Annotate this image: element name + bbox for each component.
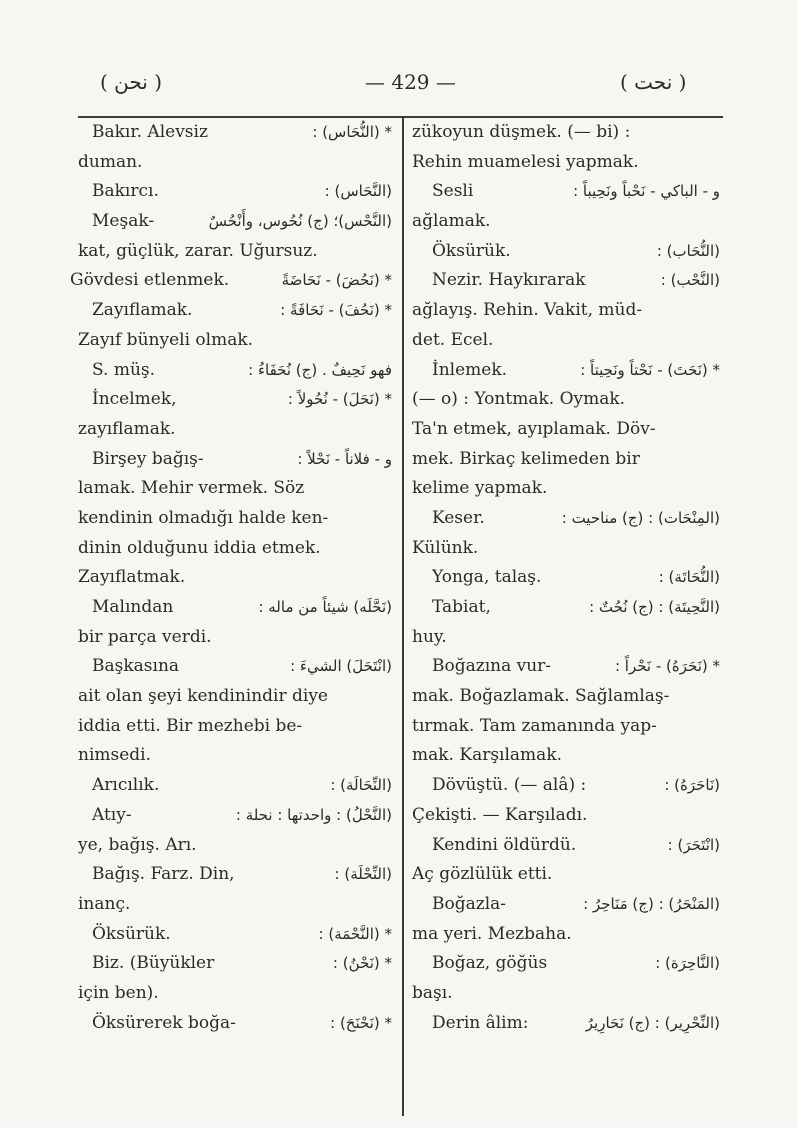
dictionary-line (412, 148, 724, 178)
entry-text: Gövdesi etlenmek. (70, 270, 230, 291)
dictionary-line (78, 860, 396, 890)
dictionary-line (412, 237, 724, 267)
dictionary-line (412, 563, 724, 593)
dictionary-line (412, 623, 724, 653)
header-right-keyword: ( نحت ) (620, 70, 687, 94)
entry-text: Tabiat, (432, 597, 491, 617)
dictionary-line (412, 266, 724, 296)
dictionary-line (412, 118, 724, 148)
entry-text: Boğazla- (432, 893, 507, 914)
dictionary-line (78, 712, 396, 742)
entry-text: Yonga, talaş. (432, 567, 542, 588)
entry-text: nimsedi. (78, 745, 152, 766)
entry-text: mak. Boğazlamak. Sağlamlaş- (412, 686, 670, 707)
entry-text: det. Ecel. (412, 329, 494, 350)
entry-text: İncelmek, (92, 389, 177, 410)
dictionary-line (78, 1009, 396, 1039)
arabic-headword: (النَّاحِرَة) : (655, 954, 720, 973)
dictionary-line (412, 682, 724, 712)
entry-text: İnlemek. (432, 359, 508, 380)
arabic-headword: (النَّحْلُ) : واحدتها : نحلة : (235, 805, 392, 824)
entry-text: Biz. (Büyükler (92, 953, 215, 974)
dictionary-line (412, 385, 724, 415)
entry-text: kendinin olmadığı halde ken- (78, 507, 329, 528)
dictionary-line (78, 118, 396, 148)
entry-text: kelime yapmak. (412, 478, 548, 499)
dictionary-line (412, 860, 724, 890)
entry-text: S. müş. (92, 359, 156, 380)
dictionary-line (78, 682, 396, 712)
dictionary-line (412, 652, 724, 682)
entry-text: için ben). (78, 982, 159, 1003)
dictionary-line (412, 1009, 724, 1039)
entry-text: Bakırcı. (92, 181, 159, 202)
dictionary-line (412, 356, 724, 386)
entry-text: lamak. Mehir vermek. Söz (78, 478, 305, 499)
dictionary-line (78, 890, 396, 920)
dictionary-line (412, 920, 724, 950)
entry-text: bir parça verdi. (78, 626, 212, 647)
entry-text: huy. (412, 626, 447, 647)
dictionary-line (412, 177, 724, 207)
dictionary-line (412, 415, 724, 445)
arabic-headword: (انْتَحَرَ) : (667, 835, 720, 854)
left-column (70, 118, 396, 1038)
entry-text: Öksürerek boğa- (92, 1012, 236, 1033)
arabic-headword: (نَاحَرَهُ) : (664, 776, 720, 795)
dictionary-line (412, 296, 724, 326)
arabic-headword: (نَحَّلَه) شيئاً من ماله : (258, 598, 392, 616)
entry-text: Kendini öldürdü. (432, 834, 577, 855)
dictionary-line (412, 741, 724, 771)
dictionary-line (412, 801, 724, 831)
dictionary-line (78, 979, 396, 1009)
entry-text: Derin âlim: (432, 1012, 529, 1033)
header-left-keyword: ( نحن ) (100, 70, 163, 94)
dictionary-line (78, 356, 396, 386)
dictionary-line (78, 474, 396, 504)
entry-text: inanç. (78, 893, 131, 914)
entry-text: tırmak. Tam zamanında yap- (412, 715, 657, 736)
entry-text: mak. Karşılamak. (412, 745, 563, 766)
arabic-headword: * (نَحْنُ) : (332, 954, 392, 973)
dictionary-line (78, 177, 396, 207)
entry-text: Zayıflatmak. (78, 567, 186, 588)
right-column (412, 118, 724, 1038)
dictionary-line (78, 801, 396, 831)
dictionary-line (78, 920, 396, 950)
arabic-headword: * (نَحُضَ) - نَحَاضَةً (281, 271, 392, 290)
entry-text: Nezir. Haykırarak (432, 270, 586, 291)
arabic-headword: و - فلاناً - نَحْلاً : (297, 449, 392, 468)
dictionary-line (70, 266, 396, 296)
arabic-headword: فهو نَحِيفٌ . (ج) نُحَفَاءُ : (248, 360, 392, 379)
arabic-headword: (انْتَحَلَ) الشيءَ : (290, 657, 392, 676)
arabic-headword: (النَّحَاس) : (324, 182, 392, 201)
arabic-headword: (النَّحِيتَة) : (ج) نُحُتٌ : (589, 598, 720, 616)
arabic-headword: (النُّحَاب) : (656, 241, 720, 260)
dictionary-line (78, 534, 396, 564)
entry-text: zükoyun düşmek. (— bi) : (412, 122, 631, 142)
arabic-headword: (النُّحَاتَة) : (658, 568, 720, 587)
entry-text: ye, bağış. Arı. (78, 834, 197, 855)
entry-text: Atıy- (92, 804, 132, 825)
entry-text: Sesli (432, 181, 474, 202)
dictionary-line (78, 148, 396, 178)
dictionary-line (78, 385, 396, 415)
entry-text: Boğazına vur- (432, 656, 552, 677)
entry-text: Bağış. Farz. Din, (92, 864, 235, 885)
dictionary-line (412, 712, 724, 742)
entry-text: (— o) : Yontmak. Oymak. (412, 389, 626, 410)
entry-text: Rehin muamelesi yapmak. (412, 151, 639, 172)
arabic-headword: (النَّحْب) : (660, 271, 720, 290)
dictionary-line (78, 593, 396, 623)
entry-text: Külünk. (412, 537, 479, 558)
dictionary-line (78, 237, 396, 267)
entry-text: kat, güçlük, zarar. Uğursuz. (78, 240, 318, 261)
dictionary-line (412, 890, 724, 920)
entry-text: duman. (78, 151, 143, 172)
arabic-headword: * (النَّحْمَة) : (318, 924, 392, 943)
page-header (0, 70, 798, 110)
dictionary-line (78, 771, 396, 801)
arabic-headword: * (نَحَرَهُ) - نَحْراً : (614, 657, 720, 676)
entry-text: Öksürük. (432, 240, 511, 261)
entry-text: Birşey bağış- (92, 448, 204, 469)
entry-text: Çekişti. — Karşıladı. (412, 804, 588, 825)
arabic-headword: (النِّحَالَة) : (330, 776, 392, 795)
arabic-headword: و - الباكي - نَحْباً ونَحِيباً : (573, 182, 720, 201)
arabic-headword: * (نَحُفَ) - نَحَافَةً : (280, 301, 392, 320)
entry-text: başı. (412, 982, 453, 1003)
dictionary-line (78, 949, 396, 979)
page-number: — 429 — (365, 70, 456, 94)
entry-text: mek. Birkaç kelimeden bir (412, 448, 640, 469)
entry-text: Malından (92, 597, 174, 617)
dictionary-line (78, 296, 396, 326)
arabic-headword: (النَّحْس)؛ (ج) نُحُوس، وأَنْحُسٌ (208, 212, 392, 231)
dictionary-line (412, 474, 724, 504)
arabic-headword: * (النُّحَاس) : (312, 123, 392, 141)
arabic-headword: * (نَحَلَ) - نُحُولاً : (287, 390, 392, 409)
arabic-headword: (المِنْحَات) : (ج) مناحيت : (561, 508, 720, 527)
dictionary-line (412, 326, 724, 356)
entry-text: Boğaz, göğüs (432, 953, 548, 974)
entry-text: iddia etti. Bir mezhebi be- (78, 715, 303, 736)
dictionary-line (78, 563, 396, 593)
dictionary-line (78, 415, 396, 445)
entry-text: Ta'n etmek, ayıplamak. Döv- (412, 418, 656, 439)
arabic-headword: (النِّحْرِير) : (ج) نَحَارِيرُ (585, 1013, 720, 1032)
dictionary-line (78, 504, 396, 534)
dictionary-line (78, 623, 396, 653)
entry-text: Öksürük. (92, 923, 171, 944)
entry-text: Zayıflamak. (92, 300, 193, 321)
entry-text: ma yeri. Mezbaha. (412, 923, 572, 944)
entry-text: Keser. (432, 507, 485, 528)
dictionary-line (412, 593, 724, 623)
dictionary-line (412, 979, 724, 1009)
dictionary-line (412, 949, 724, 979)
dictionary-line (412, 445, 724, 475)
entry-text: Arıcılık. (92, 775, 160, 796)
entry-text: Dövüştü. (— alâ) : (432, 775, 587, 796)
dictionary-line (412, 504, 724, 534)
dictionary-line (78, 652, 396, 682)
dictionary-line (412, 207, 724, 237)
dictionary-line (78, 831, 396, 861)
dictionary-line (78, 445, 396, 475)
arabic-headword: * (نَحَتَ) - نَحْتاً ونَحِيتاً : (580, 360, 720, 379)
entry-text: Zayıf bünyeli olmak. (78, 329, 254, 350)
entry-text: ağlayış. Rehin. Vakit, müd- (412, 300, 643, 321)
entry-text: dinin olduğunu iddia etmek. (78, 537, 321, 558)
entry-text: Başkasına (92, 656, 180, 677)
dictionary-line (78, 207, 396, 237)
dictionary-line (412, 534, 724, 564)
entry-text: Bakır. Alevsiz (92, 122, 208, 142)
dictionary-line (412, 771, 724, 801)
dictionary-line (412, 831, 724, 861)
entry-text: zayıflamak. (78, 418, 176, 439)
arabic-headword: (النِّحْلَة) : (334, 865, 392, 884)
entry-text: Meşak- (92, 211, 155, 232)
entry-text: Aç gözlülük etti. (412, 864, 553, 885)
column-divider (402, 116, 404, 1116)
dictionary-line (78, 326, 396, 356)
dictionary-line (78, 741, 396, 771)
arabic-headword: (المَنْحَرُ) : (ج) مَنَاحِرُ : (583, 894, 720, 913)
entry-text: ağlamak. (412, 211, 491, 232)
arabic-headword: * (نَحْنَحَ) : (330, 1013, 392, 1032)
entry-text: ait olan şeyi kendinindir diye (78, 686, 328, 707)
